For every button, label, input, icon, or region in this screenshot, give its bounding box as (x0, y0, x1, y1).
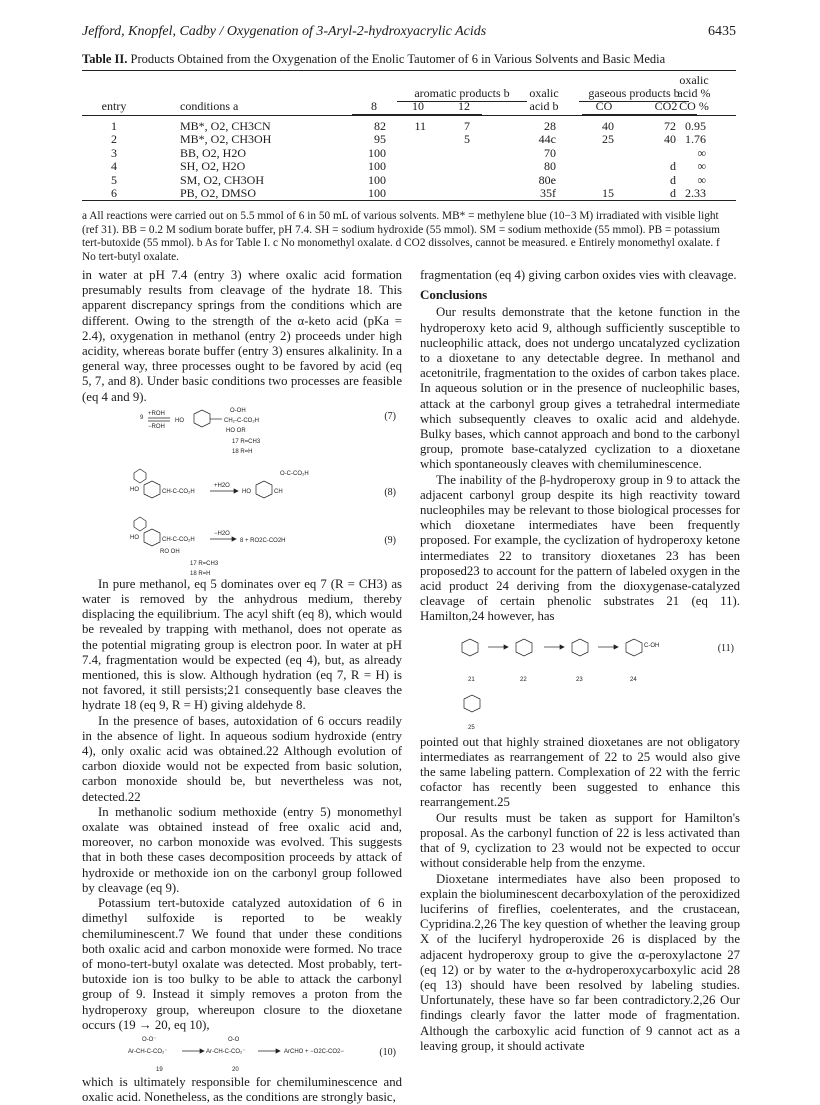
substituent-text: O-O⁻ (142, 1036, 157, 1043)
header-col-12: 12 (458, 99, 470, 113)
substituent-text: O-C-CO₂H (280, 470, 309, 477)
cell-entry: 3 (111, 145, 117, 160)
cell-product-12: 7 (464, 119, 470, 133)
benzene-ring (144, 529, 160, 546)
table-header-rule (82, 115, 736, 116)
cell-entry: 5 (111, 172, 117, 187)
eq9-products: 8 + RO2C-CO2H (240, 537, 286, 544)
paragraph: Potassium tert-butoxide catalyzed autoxidation of 6 in dimethyl sulfoxide is reported to be weakly chemiluminescent.7 We found that under these conditions both oxalic acid and carbon monoxide were formed. No trace of mono-tert-butyl oxalate was detected. Most probably, tert-butoxide ion is too bulky to be able to attack the carbonyl group of 9. Instead it simply removes a proton from the hydroperoxy group, whereupon closure to the dioxetane occurs (19 → 20, eq 10), (82, 896, 402, 1032)
compound-22-label: 22 (520, 676, 527, 683)
header-oxalic-pct-2: acid % (677, 86, 711, 100)
cell-oxalic-pct: ∞ (697, 159, 706, 174)
cell-entry: 2 (111, 132, 117, 147)
cell-oxalic-pct: 1.76 (685, 132, 706, 147)
compound-17-label-b: 17 R=CH3 (190, 560, 219, 567)
paragraph: Dioxetane intermediates have also been proposed to explain the bioluminescent decarboxylation of the peroxidized luciferins of fireflies, coelenterates, and the crustacean, Cypridina.2,26 The key question of whether the leaving group X of the luciferyl hydroperoxide 26 is displaced by the adjacent hydroperoxy group to give the α-peroxylactone 27 (eq 12) or by water to the α-hydroperoxycarboxylic acid 28 (eq 13) should have been resolved by labeling studies. Unfortunately, these have so far been contradictory.2,26 Our findings clearly favor the latter mode of fragmentation. Although the carboxylic acid function of 9 cannot act as a leaving group, it should activate (420, 871, 740, 1053)
header-co: CO (595, 99, 613, 113)
cell-oxalic-acid: 70 (544, 145, 556, 160)
ring-21 (462, 639, 478, 656)
cell-co2: 72 (664, 119, 676, 133)
header-oxalic-acid-2: acid b (529, 99, 559, 113)
chain-text: Ar-CH-C-CO₂⁻ (206, 1048, 246, 1055)
eq-label-9: 9 (140, 414, 144, 421)
eq-label-plus-h2o: +H2O (214, 482, 230, 489)
header-gaseous-group: gaseous products b (579, 86, 689, 102)
paragraph: which is ultimately responsible for chemiluminescence and oxalic acid. Nonetheless, as the conditions are strongly basic, (82, 1074, 402, 1105)
header-co2: CO2 (654, 99, 678, 113)
cell-product-8: 100 (368, 172, 386, 187)
eq9-ho: HO (130, 534, 139, 541)
cell-conditions: MB*, O2, CH3CN (180, 119, 271, 133)
paragraph: In the presence of bases, autoxidation of 6 occurs readily in the absence of light. In aqueous sodium hydroxide (entry 4), only oxalic acid was obtained.22 Although evolution of carbon dioxide would not be expected from basic solution, carbon monoxide should be, but nevertheless was not, detected.22 (82, 713, 402, 804)
chain-text: CH-C-CO₂H (162, 488, 195, 495)
cell-product-8: 100 (368, 145, 386, 160)
substituent-text: C-OH (644, 642, 660, 649)
compound-20-label: 20 (232, 1066, 239, 1073)
scheme-eq10-drawing (82, 1033, 402, 1075)
header-col-8: 8 (371, 99, 377, 113)
compound-18-label-b: 18 R=H (190, 570, 211, 577)
cell-product-12: 5 (464, 132, 470, 147)
cell-conditions: MB*, O2, CH3OH (180, 132, 272, 147)
eq-label-minus-h2o: −H2O (214, 530, 230, 537)
cell-co2: d (670, 159, 676, 174)
cell-oxalic-pct: 0.95 (685, 119, 706, 133)
cell-oxalic-pct: ∞ (697, 145, 706, 160)
scheme-eq7-9-drawing (82, 405, 402, 577)
eq-label-ho: HO (175, 417, 184, 424)
scheme-eq11 (420, 625, 740, 735)
equation-number-10: (10) (379, 1046, 396, 1058)
table-footnotes (82, 210, 736, 264)
products-table (82, 70, 736, 204)
paragraph: The inability of the β-hydroperoxy group in 9 to attack the adjacent carbonyl group despite its high reactivity toward nucleophiles may be relevant to those biological processes for which dioxetane intermediates have been frequently proposed. For example, the cyclization of hydroperoxy ketone intermediates 22 to transitory dioxetanes 23 has been proposed23 to account for the pattern of labeled oxygen in the acid product 24 deriving from the dioxygenase-catalyzed cleavage of certain phenolic substrates 21 (eq 11). Hamilton,24 however, has (420, 472, 740, 624)
cell-conditions: BB, O2, H2O (180, 145, 247, 160)
arrow-head (504, 645, 508, 649)
arrow-head (614, 645, 618, 649)
substituent-text: HO OR (226, 427, 246, 434)
cell-co: 25 (602, 132, 614, 147)
ring-22 (516, 639, 532, 656)
table-caption (82, 52, 736, 67)
compound-25-label: 25 (468, 724, 475, 731)
eq8-ho2: HO (242, 488, 251, 495)
compound-23-label: 23 (576, 676, 583, 683)
benzene-ring (256, 481, 272, 498)
substituent-text: O-O (228, 1036, 240, 1043)
chain-text: CH₂-C-CO₂H (224, 417, 259, 424)
scheme-eq11-drawing (420, 625, 740, 735)
right-column (420, 268, 740, 1054)
dioxetane-ring (134, 517, 146, 531)
dioxetane-ring (134, 469, 146, 483)
chain-text: CH-C-CO₂H (162, 536, 195, 543)
cell-oxalic-acid: 28 (544, 119, 556, 133)
cell-oxalic-pct: 2.33 (685, 186, 706, 200)
paragraph: in water at pH 7.4 (entry 3) where oxalic acid formation presumably results from cleavage of the hydrate 18. This apparent discrepancy springs from the conditions which are different. Owing to the strength of the α-keto acid (pKa = 2.4), oxygenation in methanol (entry 2) proceeds under high acidity, whereas borate buffer (entry 3) ensures alkalinity. In a general way, three processes ought to be favored by acid (eq 5, 7, and 8). Under basic conditions two processes are feasible (eq 4 and 9). (82, 268, 402, 404)
cell-product-10: 11 (414, 119, 426, 133)
paragraph: Our results demonstrate that the ketone function in the hydroperoxy keto acid 9, although sufficiently susceptible to nucleophilic attack, does not undergo uncatalyzed cyclization to a dioxetane to any detectable degree. In methanol and acetonitrile, fragmentation to the oxides of carbon takes place. In aqueous solution or in the presence of nucleophilic bases, attack at the carbonyl group gives a tetrahedral intermediate which subsequently cleaves to oxalic acid and aldehyde. Bulky bases, which cannot approach and bond to the carbonyl group, promote base-catalyzed cyclization to a dioxetane which spontaneously cleaves with chemiluminescence. (420, 305, 740, 472)
header-entry: entry (101, 99, 127, 113)
arrow-head (200, 1049, 204, 1053)
cell-entry: 6 (111, 186, 117, 200)
compound-24-label: 24 (630, 676, 637, 683)
compound-19-label: 19 (156, 1066, 163, 1073)
eq10-products: ArCHO + −O2C-CO2− (284, 1048, 344, 1055)
equation-number-9: (9) (384, 534, 396, 546)
paragraph: pointed out that highly strained dioxetanes are not obligatory intermediates as rearrangement of 22 to 25 would also give the same labeling pattern. Complexation of 22 with the ferric cofactor has recently been suggested to enhance this rearrangement.25 (420, 734, 740, 810)
cell-product-8: 100 (368, 159, 386, 174)
arrow-head (276, 1049, 280, 1053)
header-oxalic-acid-1: oxalic (529, 86, 559, 100)
header-oxalic-pct-3: CO % (679, 99, 709, 113)
cell-oxalic-acid: 80e (538, 172, 556, 187)
benzene-ring (144, 481, 160, 498)
running-title: Jefford, Knopfel, Cadby / Oxygenation of 3-Aryl-2-hydroxyacrylic Acids (82, 24, 487, 39)
compound-18-label: 18 R=H (232, 448, 253, 455)
scheme-eq10 (82, 1033, 402, 1075)
cell-co2: 40 (664, 132, 676, 147)
table-footnote: a All reactions were carried out on 5.5 mmol of 6 in 50 mL of various solvents. MB* = methylene blue (10−3 M) irradiated with visible light (ref 31). BB = 0.2 M sodium borate buffer, pH 7.4. SH = sodium hydroxide (55 mmol). SM = sodium methoxide (55 mmol). PB = potassium tert-butoxide (55 mmol). b As for Table I. c No monomethyl oxalate. d CO2 dissolves, cannot be measured. e Entirely monomethyl oxalate. f No tert-butyl oxalate. (82, 210, 720, 263)
paragraph: Our results must be taken as support for Hamilton's proposal. As the carbonyl function of 22 is less activated than that of 9, cyclization to 23 would not be expected to occur without considerable help from the enzyme. (420, 810, 740, 871)
section-heading: Conclusions (420, 287, 488, 303)
table-caption-text: Products Obtained from the Oxygenation of the Enolic Tautomer of 6 in Various Solvents and Basic Media (130, 52, 666, 66)
chain-text: Ar-CH-C-CO₂⁻ (128, 1048, 168, 1055)
ring-23 (572, 639, 588, 656)
left-column (82, 268, 402, 1105)
header-aromatic-group: aromatic products b (397, 86, 527, 102)
paragraph: In methanolic sodium methoxide (entry 5) monomethyl oxalate was obtained instead of free oxalic acid and, moreover, no carbon monoxide was evolved. This suggests that in both these cases decomposition proceeds by attack of hydroxide or methoxide ion on the carbonyl group followed by cleavage (eq 9). (82, 804, 402, 895)
cell-co: 40 (602, 119, 614, 133)
equation-number-11: (11) (717, 642, 734, 654)
cell-co: 15 (602, 186, 614, 200)
compound-21-label: 21 (468, 676, 475, 683)
arrow-head (232, 537, 236, 541)
header-col-10: 10 (412, 99, 424, 113)
cell-entry: 4 (111, 159, 117, 174)
eq-label-minus-roh: −ROH (148, 423, 165, 430)
substituent-text: O-OH (230, 407, 246, 414)
table-top-rule (82, 70, 736, 71)
cell-oxalic-acid: 44c (538, 132, 556, 147)
cell-co2: d (670, 172, 676, 187)
benzene-ring (194, 410, 210, 427)
table-caption-label: Table II. (82, 52, 128, 66)
eq-label-plus-roh: +ROH (148, 410, 165, 417)
cell-conditions: SM, O2, CH3OH (180, 172, 265, 187)
cell-conditions: SH, O2, H2O (180, 159, 246, 174)
cell-conditions: PB, O2, DMSO (180, 186, 257, 200)
chain-text: CH (274, 488, 283, 495)
page-number: 6435 (708, 24, 736, 39)
cell-product-8: 82 (374, 119, 386, 133)
cell-product-8: 100 (368, 186, 386, 200)
paragraph: fragmentation (eq 4) giving carbon oxides vies with cleavage. (420, 268, 737, 282)
cell-oxalic-acid: 80 (544, 159, 556, 174)
cell-product-8: 95 (374, 132, 386, 147)
cell-entry: 1 (111, 119, 117, 133)
paragraph: In pure methanol, eq 5 dominates over eq 7 (R = CH3) as water is removed by the anhydrous medium, thereby displacing the equilibrium. The acyl shift (eq 8), which would be revealed by trapping with methanol, does not operate as the potential migrating group is electron poor. In water at pH 7.4, fragmentation would be expected (eq 4), but, as already mentioned, this is slow. Although hydration (eq 7, R = H) is not favored, it still persists;21 consequently base cleaves the hydrate 18 (eq 9, R = H) giving aldehyde 8. (82, 576, 402, 713)
arrow-head (560, 645, 564, 649)
cell-oxalic-pct: ∞ (697, 172, 706, 187)
substituent-text: RO OH (160, 548, 180, 555)
equation-number-7: (7) (384, 410, 396, 422)
table-bottom-rule (82, 200, 736, 201)
cell-oxalic-acid: 35f (540, 186, 556, 200)
equation-number-8: (8) (384, 486, 396, 498)
scheme-eq7-9 (82, 405, 402, 577)
header-conditions: conditions a (180, 99, 239, 113)
running-header (82, 24, 736, 44)
arrow-head (234, 489, 238, 493)
compound-17-label: 17 R=CH3 (232, 438, 261, 445)
header-oxalic-pct-1: oxalic (679, 73, 709, 87)
ring-24 (626, 639, 642, 656)
cell-co2: d (670, 186, 676, 200)
ring-25 (464, 695, 480, 712)
eq8-ho: HO (130, 486, 139, 493)
